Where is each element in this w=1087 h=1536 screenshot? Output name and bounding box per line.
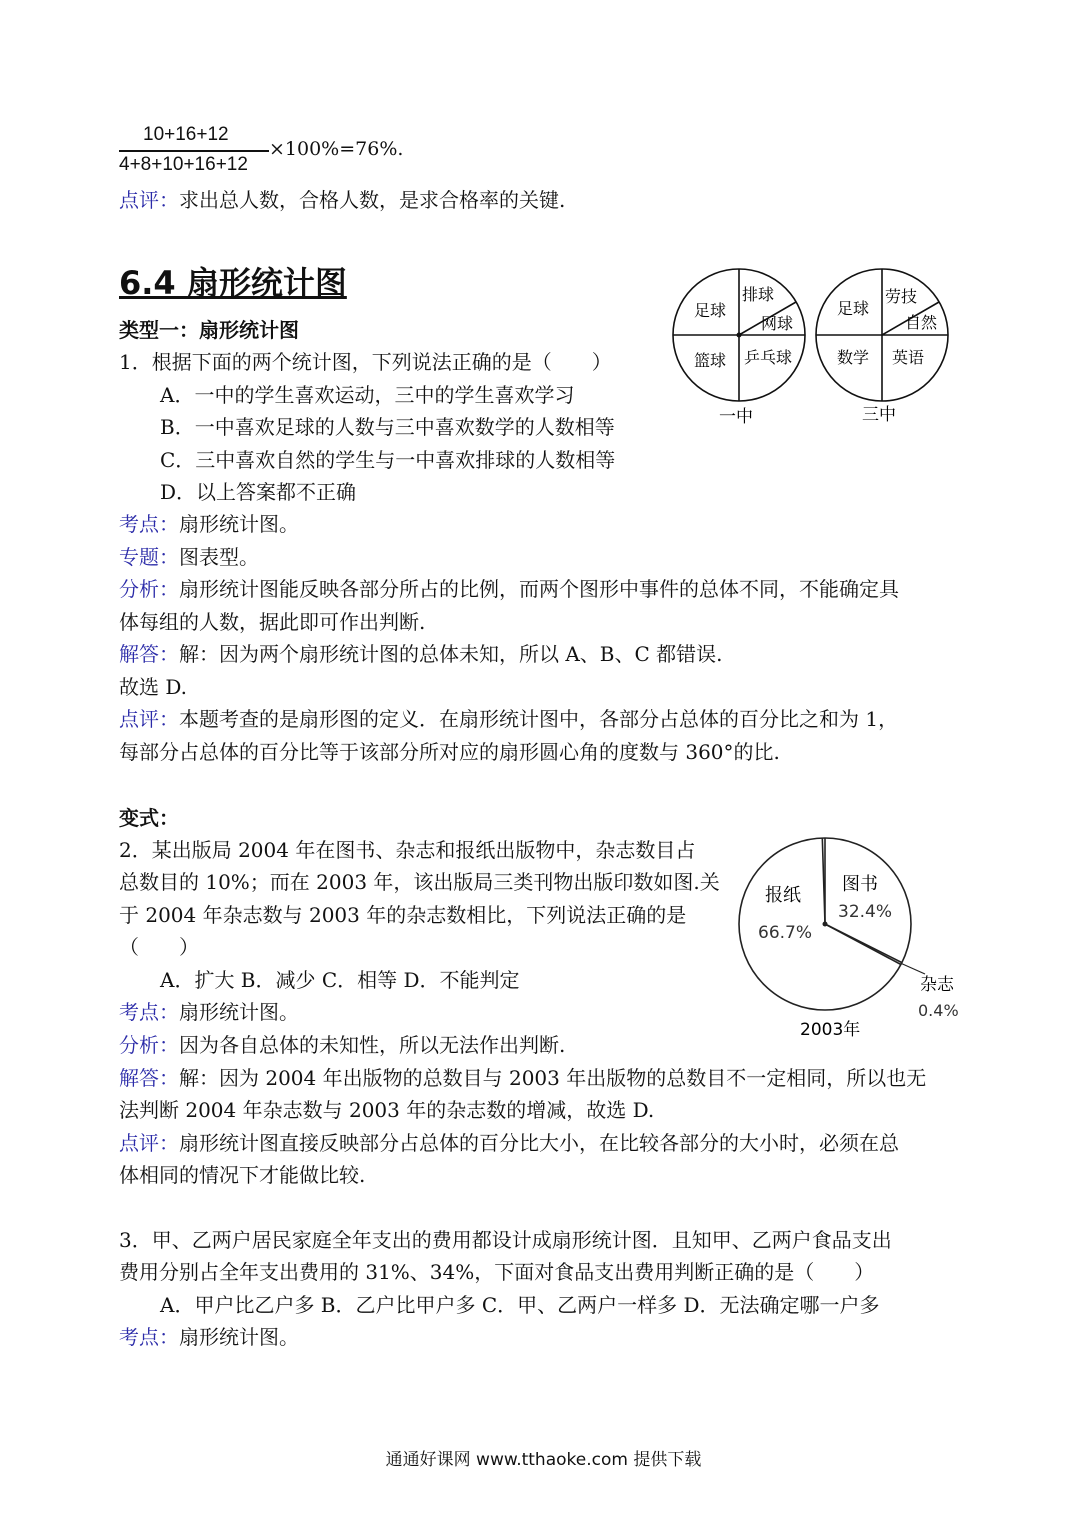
- q1-guxuan: 故选 D.: [119, 675, 188, 699]
- q1-dianping-label: 点评：: [119, 707, 179, 731]
- sanzhong-caption: 三中: [862, 405, 896, 425]
- fraction-bar: [119, 150, 269, 152]
- q1-fenxi: [119, 573, 899, 605]
- sanzhong-shuxue-label: 数学: [837, 348, 870, 367]
- sanzhong-laoji-label: 劳技: [885, 287, 918, 306]
- pie-2003-tushu-value: 32.4%: [838, 902, 893, 922]
- q1-fenxi-text: 扇形统计图能反映各部分所占的比例，而两个图形中事件的总体不同，不能确定具: [179, 577, 899, 601]
- q1-jieda: [119, 638, 723, 670]
- q1-zhuanti: [119, 541, 259, 573]
- intro-comment: [119, 184, 565, 216]
- section-title: 6.4 扇形统计图: [119, 264, 347, 302]
- type-heading: 类型一：扇形统计图: [119, 318, 299, 342]
- q3-kaodian-label: 考点：: [119, 1325, 179, 1349]
- yizhong-paiqiu-label: 排球: [742, 285, 775, 304]
- q3-stem-line1: 3．甲、乙两户居民家庭全年支出的费用都设计成扇形统计图．且知甲、乙两户食品支出: [119, 1228, 892, 1252]
- pie-2003-baozhi-value: 66.7%: [758, 923, 813, 943]
- q1-zhuanti-text: 图表型。: [179, 545, 259, 569]
- q1-dianping-text: 本题考查的是扇形图的定义．在扇形统计图中，各部分占总体的百分比之和为 1，: [179, 707, 899, 731]
- q1-fenxi-cont: 体每组的人数，据此即可作出判断.: [119, 610, 426, 634]
- intro-comment-label: 点评：: [119, 188, 179, 212]
- yizhong-wangqiu-label: 网球: [761, 314, 794, 333]
- fraction-numerator: 10+16+12: [143, 124, 229, 145]
- pie-2003-zazhi-value: 0.4%: [918, 1001, 959, 1020]
- fraction-tail: ×100%=76%.: [269, 138, 404, 160]
- bianshi-heading: 变式：: [119, 806, 179, 830]
- pie-yizhong: [673, 269, 805, 427]
- q1-option-d: D．以上答案都不正确: [160, 480, 357, 504]
- yizhong-lanqiu-label: 篮球: [694, 351, 727, 370]
- q1-zhuanti-label: 专题：: [119, 545, 179, 569]
- q1-fenxi-label: 分析：: [119, 577, 179, 601]
- pie-2003-tushu-name: 图书: [842, 874, 878, 895]
- q1-kaodian: [119, 508, 299, 540]
- q1-jieda-text: 解：因为两个扇形统计图的总体未知，所以 A、B、C 都错误.: [179, 642, 723, 666]
- q2-jieda-text: 解：因为 2004 年出版物的总数目与 2003 年出版物的总数目不一定相同，所以也无: [179, 1066, 927, 1090]
- q2-kaodian-label: 考点：: [119, 1000, 179, 1024]
- q1-stem: 1．根据下面的两个统计图，下列说法正确的是（ ）: [119, 350, 612, 374]
- q3-kaodian: [119, 1321, 299, 1353]
- q2-stem-line3: 于 2004 年杂志数与 2003 年的杂志数相比，下列说法正确的是: [119, 903, 687, 927]
- yizhong-caption: 一中: [719, 407, 753, 427]
- intro-comment-text: 求出总人数，合格人数，是求合格率的关键.: [179, 188, 566, 212]
- pie-2003-baozhi-name: 报纸: [765, 885, 801, 906]
- q3-options: A．甲户比乙户多 B．乙户比甲户多 C．甲、乙两户一样多 D．无法确定哪一户多: [160, 1293, 880, 1317]
- q2-kaodian-text: 扇形统计图。: [179, 1000, 299, 1024]
- q2-jieda-label: 解答：: [119, 1066, 179, 1090]
- q1-option-c: C．三中喜欢自然的学生与一中喜欢排球的人数相等: [160, 448, 616, 472]
- q2-dianping: [119, 1127, 899, 1159]
- q2-stem-line2: 总数目的 10%；而在 2003 年，该出版局三类刊物出版印数如图.关: [119, 870, 720, 894]
- pie-2003-center: [823, 922, 828, 927]
- q2-kaodian: [119, 996, 299, 1028]
- q1-dianping-cont: 每部分占总体的百分比等于该部分所对应的扇形圆心角的度数与 360°的比.: [119, 740, 780, 764]
- q1-option-a: A．一中的学生喜欢运动，三中的学生喜欢学习: [160, 383, 575, 407]
- q2-dianping-label: 点评：: [119, 1131, 179, 1155]
- pie-sanzhong: [816, 269, 948, 425]
- q2-fenxi: [119, 1029, 565, 1061]
- sanzhong-ziran-label: 自然: [905, 313, 938, 332]
- pie-2003-boundary-2: [825, 924, 901, 965]
- q2-options: A．扩大 B．减少 C．相等 D．不能判定: [160, 968, 520, 992]
- page-footer: 通通好课网 www.tthaoke.com 提供下载: [385, 1450, 702, 1470]
- q1-kaodian-label: 考点：: [119, 512, 179, 536]
- q1-kaodian-text: 扇形统计图。: [179, 512, 299, 536]
- yizhong-pingpang-label: 乒乓球: [744, 348, 793, 367]
- q3-kaodian-text: 扇形统计图。: [179, 1325, 299, 1349]
- sanzhong-yingyu-label: 英语: [892, 348, 925, 367]
- pie-2003-chart: [730, 828, 980, 1043]
- q3-stem-line2: 费用分别占全年支出费用的 31%、34%，下面对食品支出费用判断正确的是（ ）: [119, 1260, 875, 1284]
- fraction-denominator: 4+8+10+16+12: [119, 154, 248, 175]
- q2-stem-line4: （ ）: [119, 935, 199, 959]
- pie-2003-caption: 2003年: [800, 1020, 861, 1040]
- q2-fenxi-label: 分析：: [119, 1033, 179, 1057]
- sanzhong-zuqiu-label: 足球: [837, 299, 870, 318]
- pie-2003-zazhi-leader: [901, 964, 925, 975]
- q2-jieda-cont: 法判断 2004 年杂志数与 2003 年的杂志数的增减，故选 D.: [119, 1098, 655, 1122]
- yizhong-zuqiu-label: 足球: [694, 301, 727, 320]
- q2-dianping-cont: 体相同的情况下才能做比较.: [119, 1163, 366, 1187]
- q1-dianping: [119, 703, 898, 735]
- q2-dianping-text: 扇形统计图直接反映部分占总体的百分比大小，在比较各部分的大小时，必须在总: [179, 1131, 899, 1155]
- q1-jieda-label: 解答：: [119, 642, 179, 666]
- q2-fenxi-text: 因为各自总体的未知性，所以无法作出判断.: [179, 1033, 566, 1057]
- q2-jieda: [119, 1062, 926, 1094]
- pie-2003-zazhi-name: 杂志: [920, 975, 954, 995]
- q1-pie-charts: [660, 262, 960, 432]
- q1-option-b: B．一中喜欢足球的人数与三中喜欢数学的人数相等: [160, 415, 615, 439]
- q2-stem-line1: 2．某出版局 2004 年在图书、杂志和报纸出版物中，杂志数目占: [119, 838, 696, 862]
